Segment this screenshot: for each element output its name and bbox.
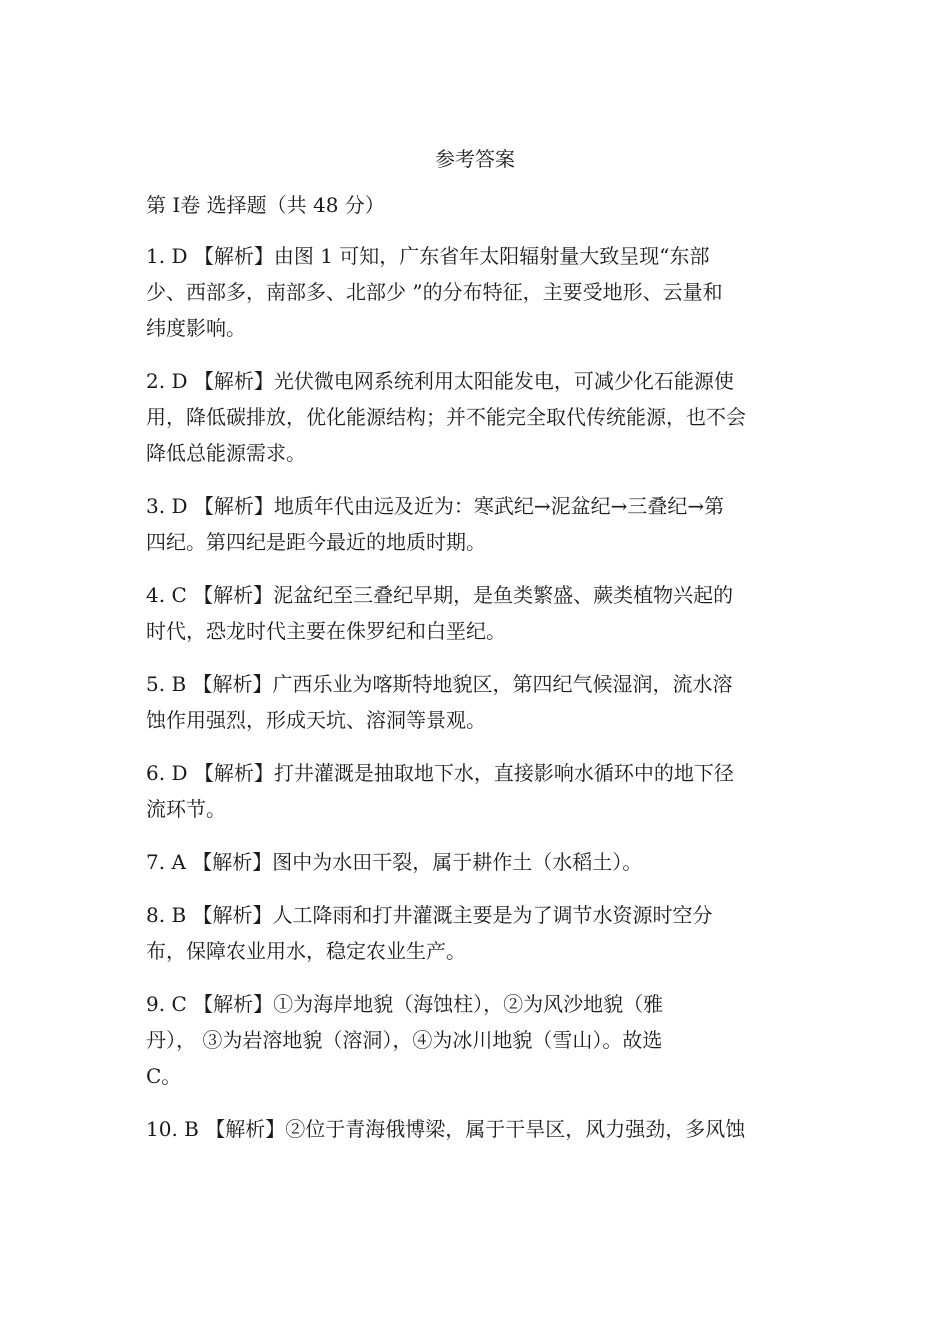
answer-line: 布，保障农业用水，稳定农业生产。 [146, 939, 466, 963]
answer-line: 丹）， ③为岩溶地貌（溶洞），④为冰川地貌（雪山）。故选 [146, 1028, 663, 1052]
answer-line: 8. B 【解析】人工降雨和打井灌溉主要是为了调节水资源时空分 [146, 903, 713, 927]
answer-line: C。 [146, 1064, 182, 1088]
answer-line: 10. B 【解析】②位于青海俄博梁，属于干旱区，风力强劲，多风蚀 [146, 1117, 746, 1141]
answer-line: 时代，恐龙时代主要在侏罗纪和白垩纪。 [146, 619, 506, 643]
answer-line: 纬度影响。 [146, 316, 246, 340]
answer-line: 四纪。第四纪是距今最近的地质时期。 [146, 530, 486, 554]
answer-list [146, 238, 810, 1164]
answer-line: 4. C 【解析】泥盆纪至三叠纪早期，是鱼类繁盛、蕨类植物兴起的 [146, 583, 734, 607]
answer-line: 蚀作用强烈，形成天坑、溶洞等景观。 [146, 708, 486, 732]
answer-item-6 [146, 755, 810, 827]
section-heading: 第 Ⅰ卷 选择题（共 48 分） [146, 193, 385, 217]
answer-line: 3. D 【解析】地质年代由远及近为：寒武纪→泥盆纪→三叠纪→第 [146, 494, 725, 518]
answer-line: 6. D 【解析】打井灌溉是抽取地下水，直接影响水循环中的地下径 [146, 761, 734, 785]
answer-item-2 [146, 363, 810, 471]
answer-item-8 [146, 897, 810, 969]
answer-item-10 [146, 1111, 810, 1147]
answer-line: 5. B 【解析】广西乐业为喀斯特地貌区，第四纪气候湿润，流水溶 [146, 672, 733, 696]
page-title: 参考答案 [435, 147, 515, 171]
answer-item-1 [146, 238, 810, 346]
answer-line: 7. A 【解析】图中为水田干裂，属于耕作土（水稻土）。 [146, 850, 643, 874]
answer-line: 9. C 【解析】①为海岸地貌（海蚀柱），②为风沙地貌（雅 [146, 992, 664, 1016]
answer-item-3 [146, 488, 810, 560]
answer-item-5 [146, 666, 810, 738]
answer-line: 流环节。 [146, 797, 226, 821]
answer-line: 少、西部多，南部多、北部少 ”的分布特征，主要受地形、云量和 [146, 280, 723, 304]
answer-line: 降低总能源需求。 [146, 441, 306, 465]
answer-item-4 [146, 577, 810, 649]
answer-line: 用，降低碳排放，优化能源结构；并不能完全取代传统能源，也不会 [146, 405, 746, 429]
answer-line: 1. D 【解析】由图 1 可知，广东省年太阳辐射量大致呈现“东部 [146, 244, 710, 268]
answer-item-7 [146, 844, 810, 880]
answer-item-9 [146, 986, 810, 1094]
answer-line: 2. D 【解析】光伏微电网系统利用太阳能发电，可减少化石能源使 [146, 369, 734, 393]
